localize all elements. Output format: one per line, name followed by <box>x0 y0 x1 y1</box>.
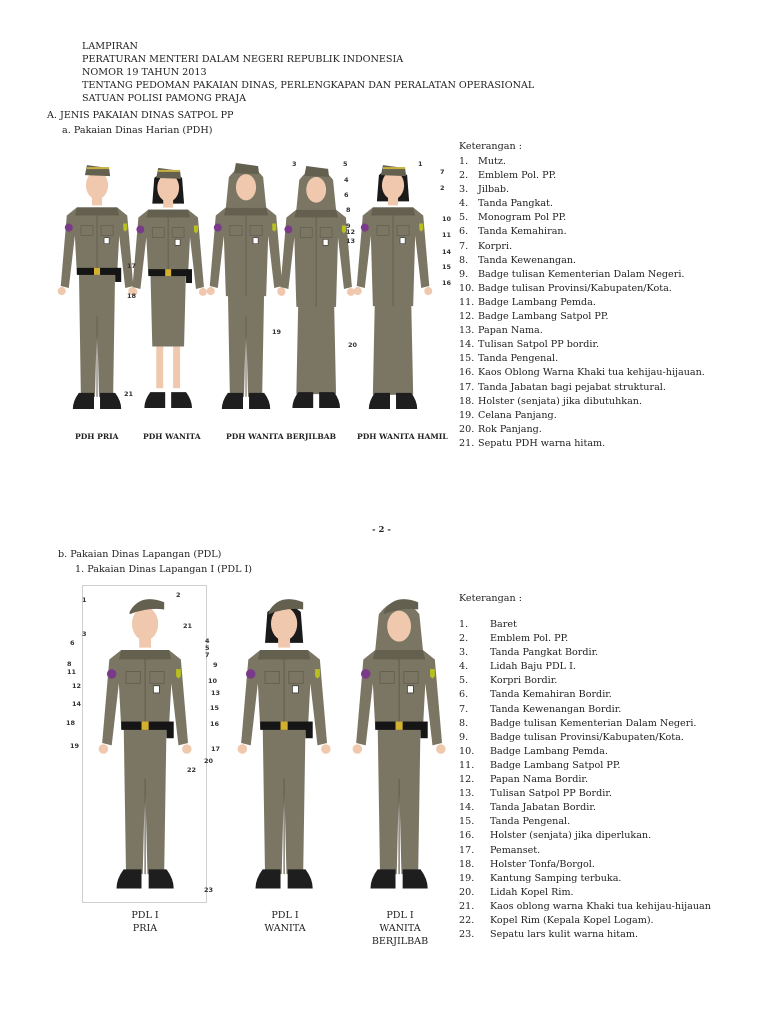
item-text: Mutz. <box>478 156 506 167</box>
callout-number: 20 <box>348 341 358 349</box>
item-number: 15. <box>459 353 475 365</box>
list-item <box>459 296 705 310</box>
item-text: Jilbab. <box>478 184 510 196</box>
list-item <box>459 773 711 787</box>
item-text: Tanda Pangkat Bordir. <box>490 647 599 659</box>
callout-number: 15 <box>210 704 220 712</box>
list-item <box>459 632 711 646</box>
list-item <box>459 268 705 282</box>
item-number: 2. <box>459 170 469 182</box>
callout-number: 8 <box>67 660 72 668</box>
callout-number: 4 <box>344 176 349 184</box>
item-text: Pemanset. <box>490 844 541 856</box>
item-number: 4. <box>459 661 469 673</box>
section-b-subtitle: 1. Pakaian Dinas Lapangan I (PDL I) <box>75 564 253 575</box>
callout-number: 13 <box>211 689 221 697</box>
callout-number: 1 <box>418 160 423 168</box>
item-text: Badge Lambang Satpol PP. <box>478 311 609 323</box>
item-number: 6. <box>459 689 469 701</box>
callout-number: 6 <box>344 191 349 199</box>
callout-number: 7 <box>440 168 445 176</box>
list-item <box>459 829 711 843</box>
list-item <box>459 155 705 169</box>
callout-number: 13 <box>346 237 356 245</box>
item-text: Papan Nama Bordir. <box>490 774 589 786</box>
pdh-keterangan-title: Keterangan : <box>459 141 522 152</box>
item-text: Badge Lambang Pemda. <box>490 745 608 757</box>
pdl-keterangan-list <box>459 618 711 942</box>
callout-number: 2 <box>176 591 181 599</box>
callout-number: 2 <box>440 184 445 192</box>
item-text: Emblem Pol. PP. <box>490 633 569 645</box>
pdl-wanita-figure <box>219 588 349 901</box>
list-item <box>459 338 705 352</box>
list-item <box>459 900 711 914</box>
item-number: 19. <box>459 409 475 421</box>
item-number: 23. <box>459 929 475 941</box>
list-item <box>459 395 705 409</box>
item-text: Holster (senjata) jika dibutuhkan. <box>478 395 643 407</box>
list-item <box>459 381 705 395</box>
callout-number: 14 <box>442 248 452 256</box>
figure-caption <box>100 909 190 935</box>
item-text: Badge tulisan Provinsi/Kabupaten/Kota. <box>478 282 672 294</box>
list-item <box>459 688 711 702</box>
item-number: 16. <box>459 367 475 379</box>
list-item <box>459 703 711 717</box>
list-item <box>459 759 711 773</box>
callout-number: 5 <box>205 644 210 652</box>
item-number: 17. <box>459 381 475 393</box>
item-text: Korpri. <box>478 240 513 252</box>
list-item <box>459 674 711 688</box>
callout-number: 19 <box>272 328 282 336</box>
item-number: 5. <box>459 675 469 687</box>
list-item <box>459 618 711 632</box>
item-text: Badge Lambang Satpol PP. <box>490 759 621 771</box>
callout-number: 23 <box>204 886 214 894</box>
item-number: 13. <box>459 788 475 800</box>
figure-caption <box>355 909 445 948</box>
item-text: Holster (senjata) jika diperlukan. <box>490 830 652 842</box>
callout-number: 1 <box>82 596 87 604</box>
callout-number: 10 <box>208 677 218 685</box>
page-number: - 2 - <box>372 525 391 535</box>
item-number: 21. <box>459 437 475 449</box>
pdl-keterangan-title: Keterangan : <box>459 593 522 604</box>
item-number: 22. <box>459 914 475 926</box>
item-text: Badge tulisan Provinsi/Kabupaten/Kota. <box>490 731 684 743</box>
list-item <box>459 928 711 942</box>
list-item <box>459 366 705 380</box>
item-text: Tanda Pengenal. <box>490 816 571 828</box>
item-text: Tanda Pengenal. <box>478 353 559 365</box>
list-item <box>459 717 711 731</box>
callout-number: 5 <box>343 160 348 168</box>
item-text: Korpri Bordir. <box>490 675 558 687</box>
item-number: 6. <box>459 226 469 238</box>
callout-number: 16 <box>210 720 220 728</box>
item-number: 21. <box>459 900 475 912</box>
section-a-title: A. JENIS PAKAIAN DINAS SATPOL PP <box>47 110 234 121</box>
header-line: LAMPIRAN <box>82 41 138 52</box>
item-text: Tulisan Satpol PP bordir. <box>478 339 600 351</box>
caption-line: PDL I <box>271 910 299 921</box>
callout-number: 18 <box>66 719 76 727</box>
callout-number: 7 <box>205 651 210 659</box>
item-text: Lidah Kopel Rim. <box>490 886 574 898</box>
caption-line: WANITA <box>379 923 421 934</box>
callout-number: 22 <box>187 766 197 774</box>
item-text: Badge tulisan Kementerian Dalam Negeri. <box>490 717 697 729</box>
item-number: 3. <box>459 184 469 196</box>
document-header <box>82 40 534 105</box>
item-number: 11. <box>459 759 475 771</box>
section-b-title: b. Pakaian Dinas Lapangan (PDL) <box>58 549 222 560</box>
item-text: Celana Panjang. <box>478 409 557 421</box>
uniform-figure-drawing <box>338 155 448 417</box>
item-number: 18. <box>459 395 475 407</box>
item-number: 1. <box>459 156 469 167</box>
list-item <box>459 211 705 225</box>
item-number: 3. <box>459 647 469 659</box>
callout-number: 11 <box>67 668 77 676</box>
pdh-keterangan-list <box>459 155 705 451</box>
list-item <box>459 914 711 928</box>
callout-number: 19 <box>70 742 80 750</box>
item-number: 17. <box>459 844 475 856</box>
item-text: Tanda Pangkat. <box>478 198 553 210</box>
callout-number: 12 <box>346 228 356 236</box>
pdl-pria-figure <box>80 588 210 901</box>
caption-line: PDL I <box>131 910 159 921</box>
item-text: Badge Lambang Pemda. <box>478 296 596 308</box>
callout-number: 4 <box>205 637 210 645</box>
callout-number: 12 <box>72 682 82 690</box>
item-text: Kaos Oblong Warna Khaki tua kehijau-hijauan. <box>478 367 705 379</box>
list-item <box>459 240 705 254</box>
item-number: 10. <box>459 282 475 294</box>
item-text: Tanda Kewenangan. <box>478 254 577 266</box>
list-item <box>459 872 711 886</box>
callout-number: 21 <box>183 622 193 630</box>
item-number: 11. <box>459 296 475 308</box>
caption-line: PRIA <box>132 923 158 934</box>
list-item <box>459 745 711 759</box>
caption-line: PDL I <box>386 910 414 921</box>
item-text: Baret <box>490 619 517 630</box>
list-item <box>459 886 711 900</box>
item-number: 16. <box>459 830 475 842</box>
callout-number: 3 <box>292 160 297 168</box>
list-item <box>459 815 711 829</box>
item-text: Kaos oblong warna Khaki tua kehijau-hijauan <box>490 900 711 912</box>
list-item <box>459 731 711 745</box>
item-text: Emblem Pol. PP. <box>478 170 557 182</box>
list-item <box>459 660 711 674</box>
list-item <box>459 310 705 324</box>
item-number: 4. <box>459 198 469 210</box>
item-number: 8. <box>459 254 469 266</box>
item-number: 14. <box>459 339 475 351</box>
figure-label: PDH PRIA <box>75 432 119 441</box>
item-number: 12. <box>459 774 475 786</box>
item-number: 2. <box>459 633 469 645</box>
item-text: Tanda Kemahiran. <box>478 226 567 238</box>
pdl-wanita-berjilbab-figure <box>334 588 464 901</box>
item-number: 12. <box>459 311 475 323</box>
list-item <box>459 858 711 872</box>
item-text: Lidah Baju PDL I. <box>490 661 576 673</box>
item-number: 7. <box>459 703 469 715</box>
item-text: Tanda Jabatan bagi pejabat struktural. <box>478 381 666 393</box>
header-line: NOMOR 19 TAHUN 2013 <box>82 67 207 78</box>
item-number: 18. <box>459 858 475 870</box>
callout-number: 16 <box>442 279 452 287</box>
item-text: Tanda Kewenangan Bordir. <box>490 703 622 715</box>
item-number: 15. <box>459 816 475 828</box>
callout-number: 11 <box>442 231 452 239</box>
item-number: 1. <box>459 619 469 630</box>
item-text: Papan Nama. <box>478 325 543 337</box>
callout-number: 17 <box>211 745 221 753</box>
list-item <box>459 197 705 211</box>
list-item <box>459 646 711 660</box>
callout-number: 17 <box>127 262 137 270</box>
item-number: 7. <box>459 240 469 252</box>
list-item <box>459 169 705 183</box>
item-text: Kantung Samping terbuka. <box>490 872 622 884</box>
figure-label: PDH WANITA BERJILBAB <box>226 432 337 441</box>
item-number: 9. <box>459 731 469 743</box>
list-item <box>459 423 705 437</box>
callout-number: 8 <box>346 206 351 214</box>
list-item <box>459 352 705 366</box>
figure-label: PDH WANITA HAMIL <box>357 432 448 441</box>
item-number: 5. <box>459 212 469 224</box>
item-text: Sepatu lars kulit warna hitam. <box>490 929 639 941</box>
section-a-subtitle: a. Pakaian Dinas Harian (PDH) <box>62 125 213 136</box>
callout-number: 21 <box>124 390 134 398</box>
pdh-wanita-hamil-figure <box>338 155 448 420</box>
item-number: 20. <box>459 886 475 898</box>
item-text: Tanda Jabatan Bordir. <box>490 802 596 814</box>
callout-number: 15 <box>442 263 452 271</box>
item-text: Badge tulisan Kementerian Dalam Negeri. <box>478 268 685 280</box>
callout-number: 18 <box>127 292 137 300</box>
callout-number: 9 <box>346 222 351 230</box>
callout-number: 9 <box>213 661 218 669</box>
list-item <box>459 183 705 197</box>
item-text: Sepatu PDH warna hitam. <box>478 437 606 449</box>
callout-number: 3 <box>82 630 87 638</box>
item-number: 8. <box>459 717 469 729</box>
header-line: SATUAN POLISI PAMONG PRAJA <box>82 93 247 104</box>
item-text: Holster Tonfa/Borgol. <box>490 858 595 870</box>
item-text: Rok Panjang. <box>478 423 542 435</box>
list-item <box>459 409 705 423</box>
item-text: Tulisan Satpol PP Bordir. <box>490 788 612 800</box>
caption-line: WANITA <box>264 923 306 934</box>
caption-line: BERJILBAB <box>371 936 429 947</box>
item-number: 13. <box>459 325 475 337</box>
list-item <box>459 282 705 296</box>
item-text: Tanda Kemahiran Bordir. <box>490 689 612 701</box>
figure-label: PDH WANITA <box>143 432 201 441</box>
callout-number: 6 <box>70 639 75 647</box>
callout-number: 14 <box>72 700 82 708</box>
item-number: 10. <box>459 745 475 757</box>
uniform-figure-drawing <box>334 588 464 898</box>
header-line: TENTANG PEDOMAN PAKAIAN DINAS, PERLENGKAPAN DAN PERALATAN OPERASIONAL <box>82 80 535 91</box>
list-item <box>459 844 711 858</box>
callout-number: 20 <box>204 757 214 765</box>
item-number: 19. <box>459 872 475 884</box>
list-item <box>459 787 711 801</box>
list-item <box>459 225 705 239</box>
item-number: 9. <box>459 268 469 280</box>
item-text: Monogram Pol PP. <box>478 212 567 224</box>
item-number: 14. <box>459 802 475 814</box>
uniform-figure-drawing <box>219 588 349 898</box>
item-text: Kopel Rim (Kepala Kopel Logam). <box>490 914 654 926</box>
list-item <box>459 801 711 815</box>
callout-number: 10 <box>442 215 452 223</box>
uniform-figure-drawing <box>80 588 210 898</box>
list-item <box>459 254 705 268</box>
item-number: 20. <box>459 423 475 435</box>
figure-caption <box>240 909 330 935</box>
list-item <box>459 324 705 338</box>
list-item <box>459 437 705 451</box>
header-line: PERATURAN MENTERI DALAM NEGERI REPUBLIK INDONESIA <box>82 54 404 65</box>
